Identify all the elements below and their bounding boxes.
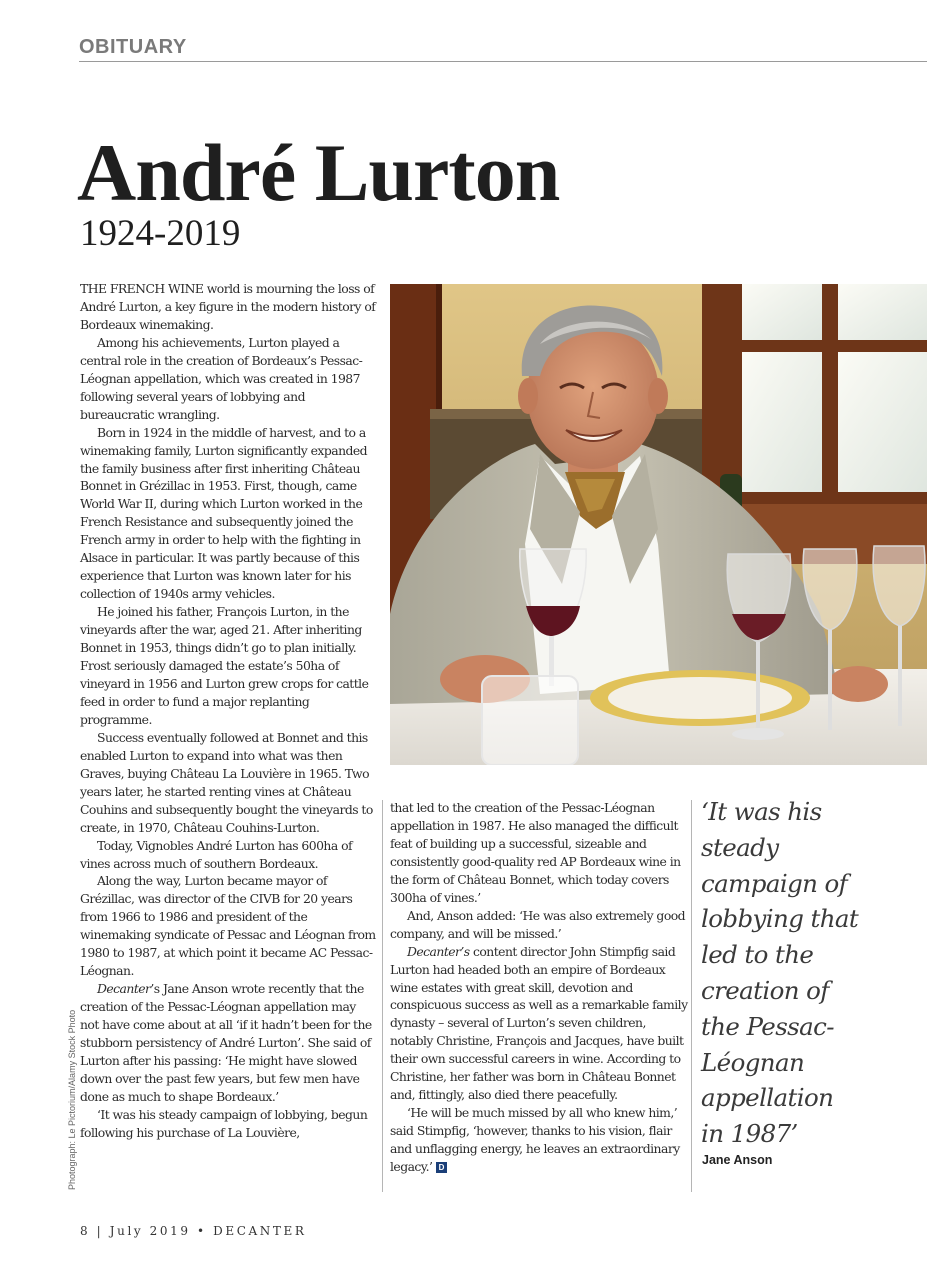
paragraph [80,980,376,1106]
paragraph: And, Anson added: ‘He was also extremely good company, and will be missed.’ [390,907,686,941]
pull-quote-line: campaign of [701,868,848,898]
column-divider [691,800,692,1192]
paragraph: Along the way, Lurton became mayor of Grézillac, was director of the CIVB for 20 years from 1966 to 1986 and president of the winemaking syndicate of Pessac and Léognan from 1980 to 1987, at which point it became AC Pessac-Léognan. [80,873,376,979]
paragraph-text: ’s Jane Anson wrote recently that the creation of the Pessac-Léognan appellation may not have come about at all ‘if it hadn’t been for the stubborn persistency of André Lurton’. She said of Lurton after his passing: ‘He might have slowed down over the past few years, but few men have done as much to shape Bordeaux.’ [80,981,372,1104]
pull-quote-author: Jane Anson [702,1153,773,1167]
paragraph: that led to the creation of the Pessac-Léognan appellation in 1987. He also managed the difficult feat of building up a successful, sizeable and consistently good-quality red AP Bordeaux wine in the form of Château Bonnet, which today covers 300ha of vines.’ [390,800,681,905]
paragraph: Among his achievements, Lurton played a central role in the creation of Bordeaux’s Pessac-Léognan appellation, which was created in 1987 following several years of lobbying and bureaucratic wrangling. [80,334,363,422]
pull-quote-line: Léognan [701,1047,805,1077]
paragraph [390,943,690,1105]
paragraph: Born in 1924 in the middle of harvest, and to a winemaking family, Lurton significantly expanded the family business after first inheriting Château Bonnet in Grézillac in 1953. First, though, came World War II, during which Lurton worked in the French Resistance and subsequently joined the French army in order to help with the fighting in Alsace in particular. It was partly because of this experience that Lurton was known later for his collection of 1940s army vehicles. [80,424,368,602]
column-divider [382,800,383,1192]
paragraph-text: content director John Stimpfig said Lurton had headed both an empire of Bordeaux wine estates with great skill, devotion and conspicuous success as well as a remarkable family dynasty – several of Lurton’s seven children, notably Christine, François and Jacques, have built their own successful careers in wine. According to Christine, her father was born in Château Bonnet and, fittingly, also died there peacefully. [390,943,688,1103]
paragraph: ‘It was his steady campaign of lobbying, begun following his purchase of La Louvière, [80,1106,368,1140]
paragraph-text: ‘He will be much missed by all who knew him,’ said Stimpfig, ‘however, thanks to his vision, flair and unflagging energy, he leaves an extraordinary legacy.’ [390,1105,680,1175]
pull-quote-line: in 1987’ [701,1119,798,1149]
publication-name: Decanter [97,981,151,997]
pull-quote [701,794,927,1152]
pull-quote-line: steady [701,832,779,862]
paragraph: THE FRENCH WINE world is mourning the loss of André Lurton, a key figure in the modern history of Bordeaux winemaking. [80,281,376,332]
paragraph: Success eventually followed at Bonnet and this enabled Lurton to expand into what was then Graves, buying Château La Louvière in 1965. Two years later, he started renting vines at Château Couhins and subsequently bought the vineyards to create, in 1970, Château Couhins-Lurton. [80,729,373,835]
pull-quote-line: the Pessac- [701,1011,834,1041]
article-column-2 [390,799,690,1176]
pull-quote-line: ‘It was his [701,797,822,826]
pull-quote-line: appellation [701,1083,834,1113]
article-column-1 [80,280,376,1142]
paragraph: He joined his father, François Lurton, in the vineyards after the war, aged 21. After inheriting Bonnet in 1953, things didn’t go to plan initially. Frost seriously damaged the estate’s 50ha of vineyard in 1956 and Lurton grew crops for cattle feed in order to fund a major replanting programme. [80,604,369,727]
end-mark-icon: D [436,1162,447,1173]
pull-quote-line: led to the [701,940,814,970]
portrait-photo [390,284,927,765]
headline-years: 1924-2019 [80,213,241,254]
pull-quote-line: lobbying that [701,904,859,934]
section-label: OBITUARY [79,36,187,58]
headline-name: André Lurton [77,127,560,218]
publication-name: Decanter’s [407,943,470,959]
paragraph [390,1104,690,1176]
paragraph: Today, Vignobles André Lurton has 600ha of vines across much of southern Bordeaux. [80,837,353,871]
section-rule [79,61,927,62]
pull-quote-line: creation of [701,975,829,1005]
page-footer: 8 | July 2019 • DECANTER [80,1224,307,1238]
photo-credit: Photograph: Le Pictorium/Alamy Stock Photo [67,1009,77,1190]
